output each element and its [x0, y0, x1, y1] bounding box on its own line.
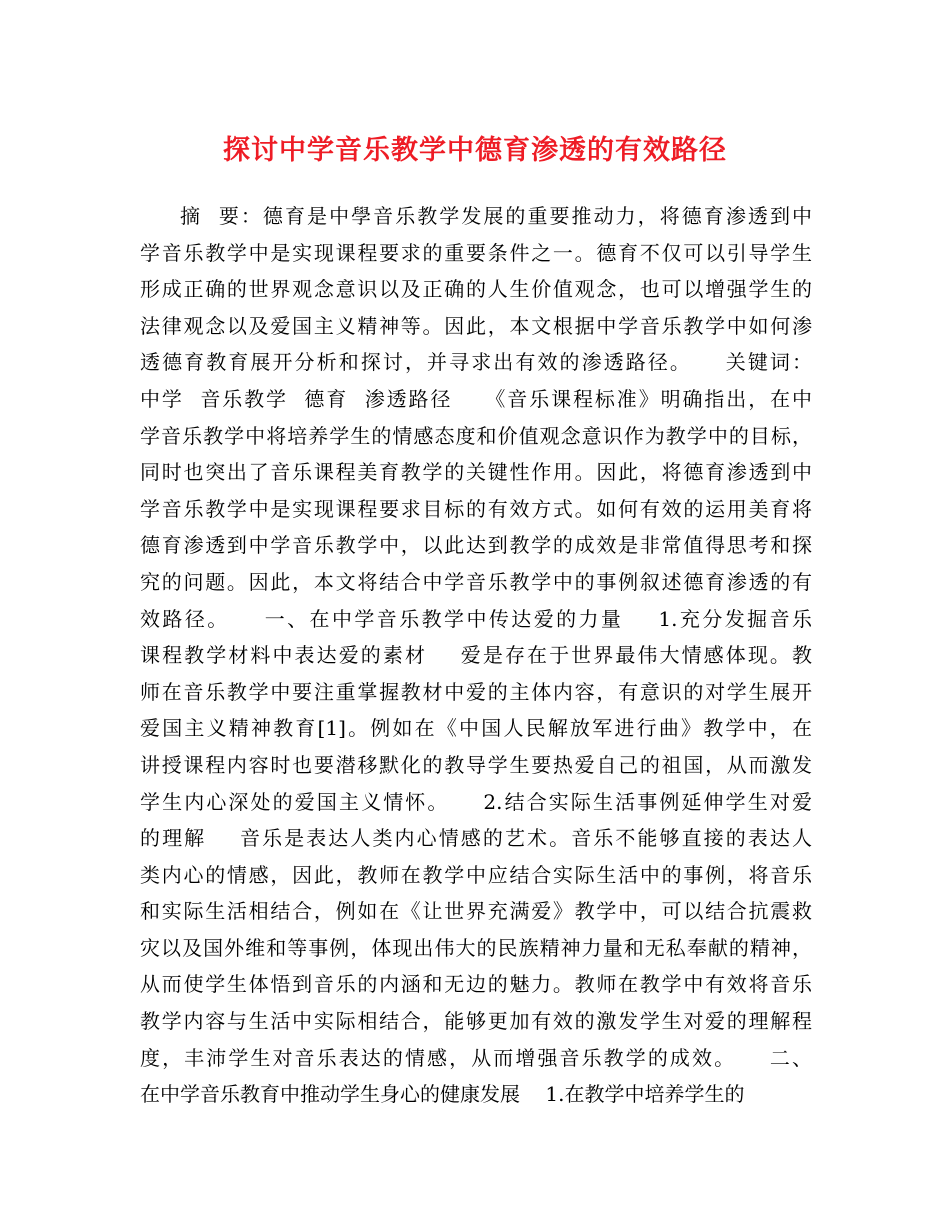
text-line: 教学内容与生活中实际相结合，能够更加有效的激发学生对爱的理解程	[140, 1009, 812, 1034]
text-line: 摘 要：德育是中學音乐教学发展的重要推动力，将德育渗透到中	[180, 204, 812, 228]
text-line: 讲授课程内容时也要潜移默化的教导学生要热爱自己的祖国，从而激发	[140, 752, 812, 777]
text-line: 学音乐教学中是实现课程要求目标的有效方式。如何有效的运用美育将	[140, 496, 812, 521]
text-line: 形成正确的世界观念意识以及正确的人生价值观念，也可以增强学生的	[140, 277, 812, 302]
text-line: 学生内心深处的爱国主义情怀。 2.结合实际生活事例延伸学生对爱	[140, 789, 812, 814]
text-line: 效路径。 一、在中学音乐教学中传达爱的力量 1.充分发掘音乐	[140, 606, 812, 631]
text-line: 课程教学材料中表达爱的素材 爱是存在于世界最伟大情感体现。教	[140, 643, 812, 668]
text-line: 透德育教育展开分析和探讨，并寻求出有效的渗透路径。 关键词：	[140, 350, 812, 375]
text-line: 中学 音乐教学 德育 渗透路径 《音乐课程标准》明确指出，在中	[140, 386, 812, 411]
text-line: 在中学音乐教育中推动学生身心的健康发展 1.在教学中培养学生的	[140, 1082, 745, 1107]
text-line: 师在音乐教学中要注重掌握教材中爱的主体内容，有意识的对学生展开	[140, 679, 812, 704]
text-line: 灾以及国外维和等事例，体现出伟大的民族精神力量和无私奉献的精神，	[140, 935, 812, 960]
text-line: 和实际生活相结合，例如在《让世界充满爱》教学中，可以结合抗震救	[140, 899, 812, 924]
text-line: 学音乐教学中将培养学生的情感态度和价值观念意识作为教学中的目标，	[140, 423, 812, 448]
document-title: 探讨中学音乐教学中德育渗透的有效路径	[223, 135, 727, 166]
text-line: 究的问题。因此，本文将结合中学音乐教学中的事例叙述德育渗透的有	[140, 569, 812, 594]
text-line: 法律观念以及爱国主义精神等。因此，本文根据中学音乐教学中如何渗	[140, 313, 812, 338]
text-line: 的理解 音乐是表达人类内心情感的艺术。音乐不能够直接的表达人	[140, 826, 812, 851]
text-line: 爱国主义精神教育[1]。例如在《中国人民解放军进行曲》教学中，在	[140, 716, 812, 741]
text-line: 同时也突出了音乐课程美育教学的关键性作用。因此，将德育渗透到中	[140, 460, 812, 485]
text-line: 学音乐教学中是实现课程要求的重要条件之一。德育不仅可以引导学生	[140, 240, 812, 265]
text-line: 从而使学生体悟到音乐的内涵和无边的魅力。教师在教学中有效将音乐	[140, 972, 812, 997]
text-line: 类内心的情感，因此，教师在教学中应结合实际生活中的事例，将音乐	[140, 862, 812, 887]
text-line: 度，丰沛学生对音乐表达的情感，从而增强音乐教学的成效。 二、	[140, 1045, 812, 1070]
text-line: 德育渗透到中学音乐教学中，以此达到教学的成效是非常值得思考和探	[140, 533, 812, 558]
document-body	[140, 198, 812, 1113]
